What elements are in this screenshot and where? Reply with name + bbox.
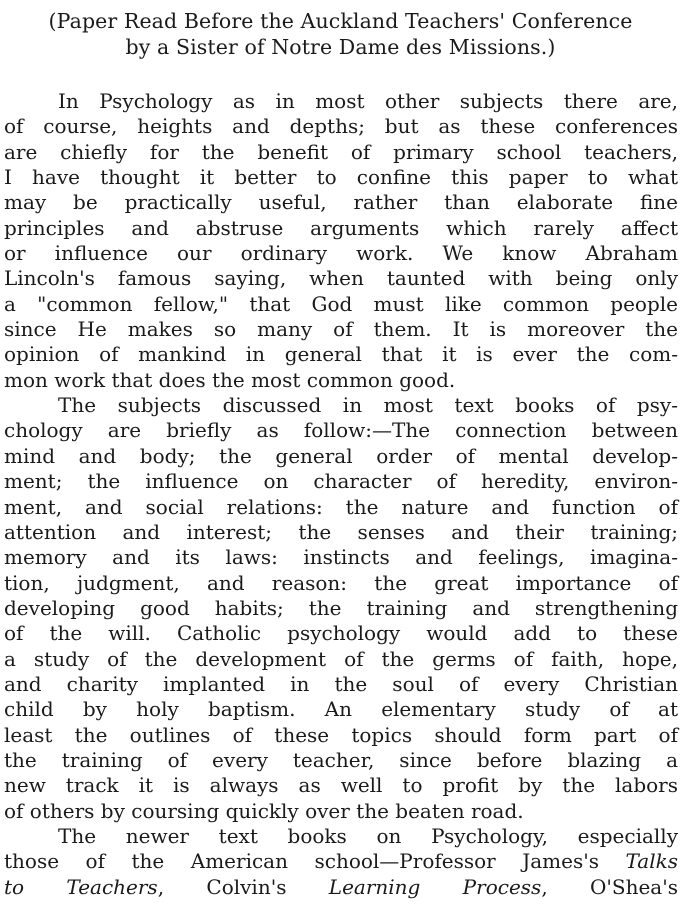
line-text: those of the American school—Professor James's: [4, 849, 626, 874]
text-line: of others by coursing quickly over the beaten road.: [4, 798, 524, 823]
text-line: a study of the development of the germs of faith, hope,: [4, 646, 678, 671]
text-line: child by holy baptism. An elementary study of at: [4, 697, 678, 722]
text-line: the training of every teacher, since before blazing a: [4, 747, 678, 772]
book-title-talks: Talks: [625, 849, 678, 874]
text-line: of the will. Catholic psychology would add to these: [4, 621, 678, 646]
text-line: opinion of mankind in general that it is ever the com-: [4, 342, 678, 367]
text-line: ment, and social relations: the nature and function of: [4, 494, 678, 519]
book-title-learning-process: Learning Process: [328, 874, 542, 899]
text-line: mind and body; the general order of mental develop-: [4, 443, 678, 468]
article-body: [4, 89, 678, 900]
book-title-to-teachers: to Teachers: [4, 874, 158, 899]
text-line: memory and its laws: instincts and feelings, imagina-: [4, 545, 678, 570]
text-line: mon work that does the most common good.: [4, 367, 456, 392]
text-line: least the outlines of these topics should form part of: [4, 722, 678, 747]
text-line: a "common fellow," that God must like common people: [4, 291, 678, 316]
paragraph-2: [4, 393, 678, 824]
text-line: developing good habits; the training and strengthening: [4, 595, 678, 620]
paragraph-1: [4, 89, 678, 393]
paragraph-3: [4, 824, 678, 900]
article-heading: [0, 8, 681, 60]
text-line: since He makes so many of them. It is moreover the: [4, 317, 678, 342]
text-line: new track it is always as well to profit by the labors: [4, 773, 678, 798]
line-text: , O'Shea's: [541, 874, 678, 899]
text-line: I have thought it better to confine this paper to what: [4, 165, 678, 190]
text-line: may be practically useful, rather than elaborate fine: [4, 190, 678, 215]
text-line: tion, judgment, and reason: the great importance of: [4, 570, 678, 595]
text-line: attention and interest; the senses and their training;: [4, 519, 678, 544]
text-line: or influence our ordinary work. We know Abraham: [4, 241, 678, 266]
heading-line-2: by a Sister of Notre Dame des Missions.): [125, 35, 556, 59]
text-line: chology are briefly as follow:—The connection between: [4, 418, 678, 443]
text-line: are chiefly for the benefit of primary school teachers,: [4, 139, 678, 164]
text-line: and charity implanted in the soul of every Christian: [4, 671, 678, 696]
text-line: principles and abstruse arguments which rarely affect: [4, 215, 678, 240]
heading-line-1: (Paper Read Before the Auckland Teachers' Conference: [48, 9, 633, 33]
text-line: Lincoln's famous saying, when taunted with being only: [4, 266, 678, 291]
text-line: ment; the influence on character of heredity, environ-: [4, 469, 678, 494]
text-line: The newer text books on Psychology, especially: [58, 823, 678, 848]
line-text: , Colvin's: [157, 874, 329, 899]
text-line: [4, 849, 678, 874]
text-line: In Psychology as in most other subjects there are,: [58, 89, 678, 113]
text-line: of course, heights and depths; but as these conferences: [4, 114, 678, 139]
text-line: [4, 875, 678, 900]
text-line: The subjects discussed in most text books of psy-: [58, 393, 678, 418]
